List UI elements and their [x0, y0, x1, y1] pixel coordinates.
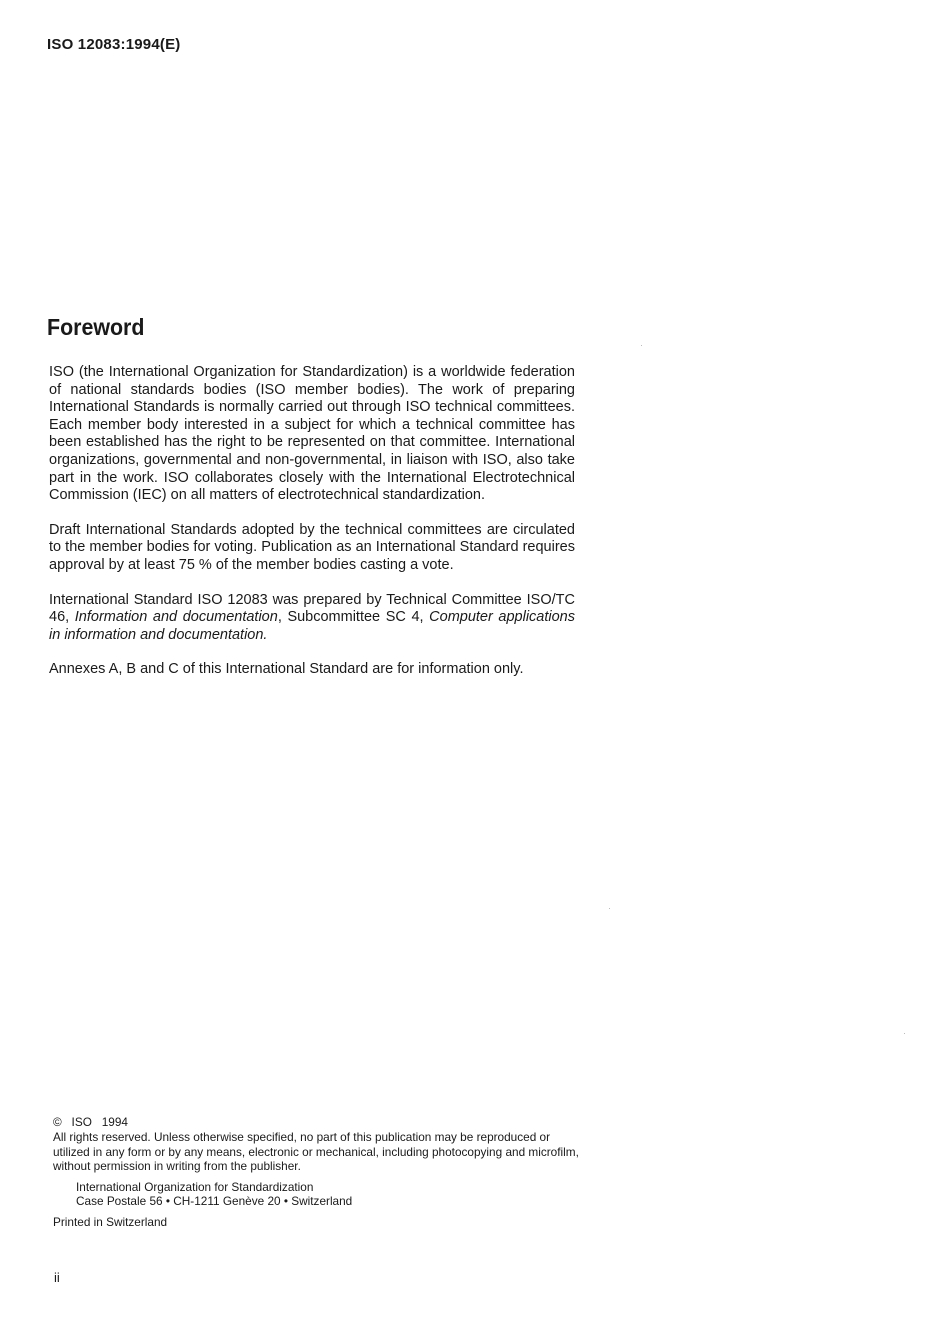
foreword-heading: Foreword — [47, 314, 145, 340]
copyright-symbol: © — [53, 1115, 62, 1129]
scan-speck — [609, 908, 610, 909]
scan-speck — [641, 345, 642, 346]
foreword-paragraph-committee — [49, 592, 575, 645]
subcommittee-name-italic: Computer applications in information and documentation. — [49, 609, 575, 643]
committee-text-2: , Subcommittee SC 4, — [277, 609, 430, 626]
document-identifier: ISO 12083:1994(E) — [47, 36, 181, 53]
page-number: ii — [54, 1270, 60, 1285]
copyright-block — [53, 1115, 583, 1230]
rights-notice: All rights reserved. Unless otherwise specified, no part of this publication may be reproduced or utilized in any form or by any means, electronic or mechanical, including photocopying and microfilm, without permission in writing from the publisher. — [53, 1130, 579, 1174]
committee-name-italic: Information and documentation — [74, 609, 278, 626]
foreword-body — [49, 364, 575, 696]
printed-in-notice: Printed in Switzerland — [53, 1215, 168, 1230]
organization-address: Case Postale 56 • CH-1211 Genève 20 • Switzerland — [76, 1194, 353, 1209]
copyright-owner: ISO — [71, 1115, 92, 1129]
foreword-paragraph-voting: Draft International Standards adopted by the technical committees are circulated to the member bodies for voting. Publication as an International Standard requires approval by at least 75 % of the member bodies casting a vote. — [49, 521, 575, 573]
foreword-paragraph-iso-description: ISO (the International Organization for Standardization) is a worldwide federation of national standards bodies (ISO member bodies). The work of preparing International Standards is normally carried out through ISO technical committees. Each member body interested in a subject for which a technical committee has been established has the right to be represented on that committee. International organizations, governmental and non-governmental, in liaison with ISO, also take part in the work. ISO collaborates closely with the International Electrotechnical Commission (IEC) on all matters of electrotechnical standardization. — [49, 364, 575, 504]
foreword-paragraph-annexes: Annexes A, B and C of this International Standard are for information only. — [49, 661, 524, 678]
committee-text-1: International Standard ISO 12083 was prepared by Technical Committee ISO/TC 46, — [49, 591, 575, 626]
scan-speck — [904, 1033, 905, 1034]
copyright-line — [53, 1115, 583, 1129]
copyright-year: 1994 — [101, 1115, 128, 1129]
organization-name: International Organization for Standardization — [76, 1179, 314, 1194]
